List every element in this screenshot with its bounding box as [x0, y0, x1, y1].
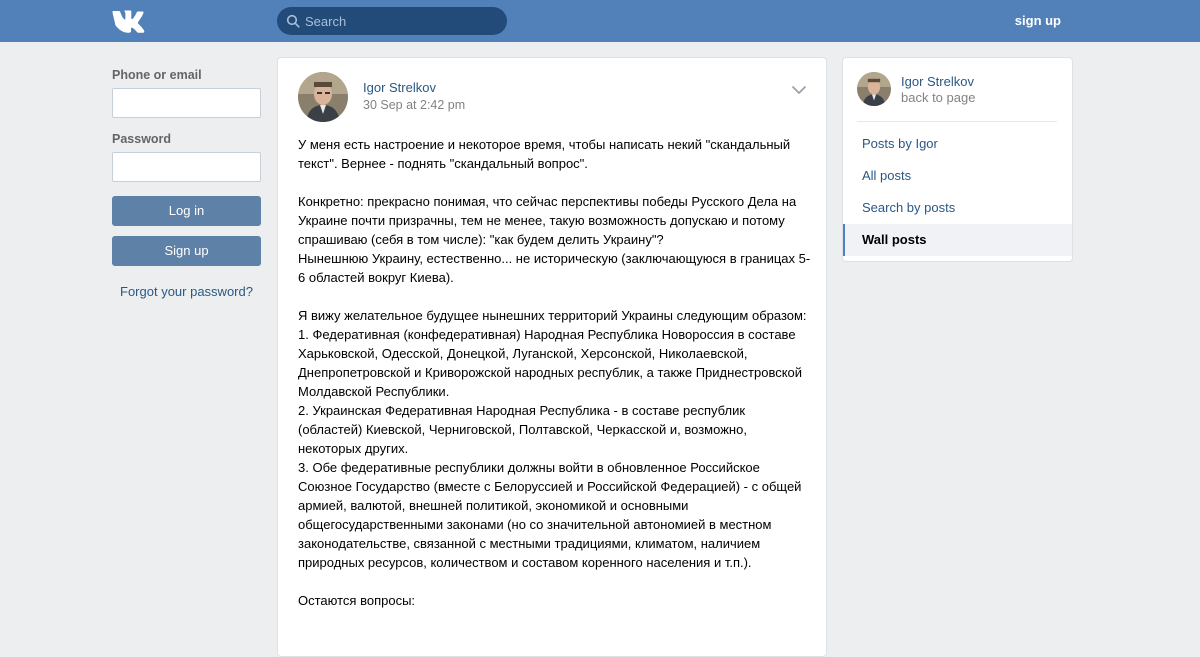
post-author-link[interactable]: Igor Strelkov [363, 80, 436, 95]
post-text [298, 135, 812, 610]
avatar-photo-icon [298, 72, 348, 122]
post-line: Нынешнюю Украину, естественно... не историческую (заключающуюся в границах 5-6 областей вокруг Киева). [298, 251, 811, 285]
search-icon [286, 14, 300, 28]
sidebar-item-wall-posts[interactable]: Wall posts [843, 224, 1072, 256]
post-line: Остаются вопросы: [298, 593, 416, 608]
top-bar [0, 0, 1200, 42]
sidebar-item-posts-by-igor[interactable]: Posts by Igor [862, 136, 938, 151]
back-to-page-link[interactable]: back to page [901, 90, 976, 105]
post-line: 3. Обе федеративные республики должны войти в обновленное Российское Союзное Государство (вместе с Белоруссией и Российской Федерацией) - с общей армией, валютой, внешней политикой, экономикой и основными общегосударственными законами (но со значительной автономией в местном законодательстве, связанной с местными традициями, климатом, наличием природных ресурсов, количеством и составом коренного населения и т.п.). [298, 460, 802, 570]
search-input[interactable] [305, 7, 500, 35]
phone-label: Phone or email [112, 68, 202, 82]
search-box[interactable] [277, 7, 507, 35]
post-line: У меня есть настроение и некоторое время, чтобы написать некий "скандальный текст". Вернее - поднять "скандальный вопрос". [298, 137, 791, 171]
signup-link[interactable]: sign up [1014, 13, 1061, 28]
login-button[interactable]: Log in [112, 196, 261, 226]
post-line: Конкретно: прекрасно понимая, что сейчас перспективы победы Русского Дела на Украине почти призрачны, тем не менее, такую возможность допускаю и потому спрашиваю (себя в том числе): "как будем делить Украину"? [298, 194, 797, 247]
sidebar-name-link[interactable]: Igor Strelkov [901, 74, 974, 89]
post-date[interactable]: 30 Sep at 2:42 pm [363, 98, 466, 112]
login-form [112, 68, 261, 299]
sidebar-item-search-by-posts[interactable]: Search by posts [862, 200, 956, 215]
post-line: 1. Федеративная (конфедеративная) Народная Республика Новороссия в составе Харьковской, Одесской, Донецкой, Луганской, Херсонской, Николаевской, Днепропетровской и Криворожской народных республик, а также Приднестровской Молдавской Республики. [298, 327, 803, 399]
author-avatar[interactable] [298, 72, 348, 122]
sidebar-avatar[interactable] [857, 72, 891, 106]
post-line: Я вижу желательное будущее нынешних территорий Украины следующим образом: [298, 308, 807, 323]
sidebar-item-all-posts[interactable]: All posts [862, 168, 912, 183]
divider [857, 121, 1057, 122]
forgot-password-link[interactable]: Forgot your password? [120, 284, 253, 299]
wall-post [277, 57, 827, 657]
password-label: Password [112, 132, 172, 146]
chevron-down-icon[interactable] [791, 84, 807, 96]
signup-button[interactable]: Sign up [112, 236, 261, 266]
vk-logo-icon[interactable] [112, 9, 146, 33]
phone-input[interactable] [112, 88, 261, 118]
password-input[interactable] [112, 152, 261, 182]
post-line: 2. Украинская Федеративная Народная Республика - в составе республик (областей) Киевской, Черниговской, Полтавской, Черкасской и, возможно, некоторых других. [298, 403, 747, 456]
avatar-photo-icon [857, 72, 891, 106]
side-menu [842, 57, 1073, 262]
